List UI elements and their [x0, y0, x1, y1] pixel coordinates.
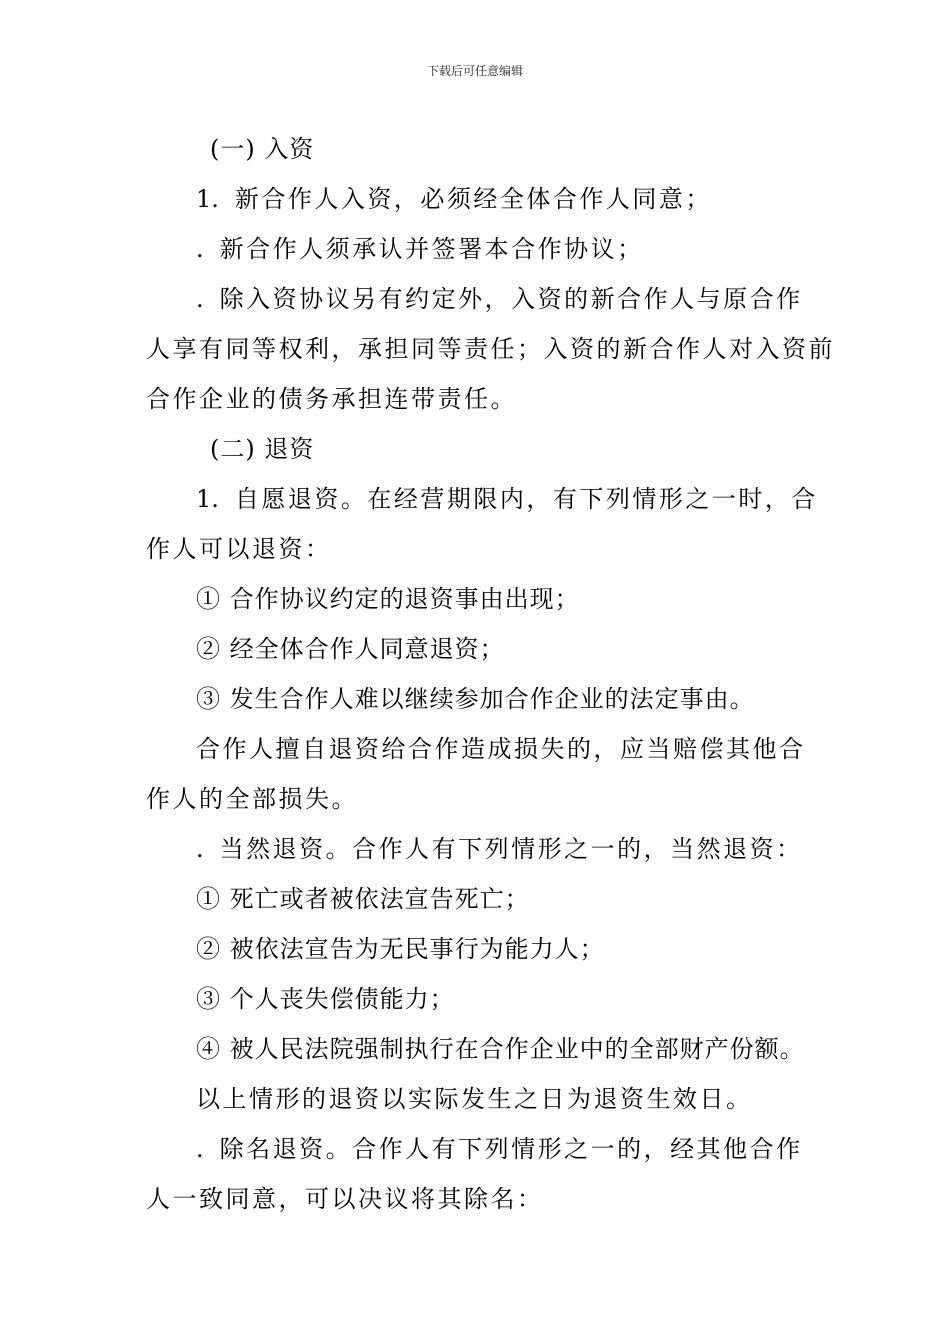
list-item: ③ 发生合作人难以继续参加合作企业的法定事由。 [196, 685, 755, 713]
paragraph-continuation: 人一致同意，可以决议将其除名： [146, 1185, 544, 1213]
item-number: . [196, 835, 204, 863]
paragraph-text: 新合作人须承认并签署本合作协议； [219, 235, 644, 263]
paragraph-text: 当然退资。合作人有下列情形之一的，当然退资： [219, 835, 803, 863]
paragraph-text: 自愿退资。在经营期限内，有下列情形之一时，合 [234, 485, 818, 513]
list-item: ④ 被人民法院强制执行在合作企业中的全部财产份额。 [196, 1035, 805, 1063]
paragraph: 合作人擅自退资给合作造成损失的，应当赔偿其他合 [196, 735, 806, 763]
paragraph-text: 除入资协议另有约定外，入资的新合作人与原合作 [219, 285, 803, 313]
paragraph-text: 新合作人入资，必须经全体合作人同意； [234, 185, 712, 213]
paragraph [146, 824, 808, 874]
paragraph-continuation: 人享有同等权利，承担同等责任；入资的新合作人对入资前 [146, 335, 835, 363]
item-number: . [196, 285, 204, 313]
list-item: ① 死亡或者被依法宣告死亡； [196, 885, 530, 913]
list-item: ① 合作协议约定的退资事由出现； [196, 585, 580, 613]
item-number: 1. [196, 185, 219, 213]
paragraph: 以上情形的退资以实际发生之日为退资生效日。 [196, 1085, 753, 1113]
list-item: ② 被依法宣告为无民事行为能力人； [196, 935, 605, 963]
list-item: ② 经全体合作人同意退资； [196, 635, 505, 663]
page-header: 下载后可任意编辑 [426, 64, 523, 78]
item-number: 1. [196, 485, 219, 513]
list-item: ③ 个人丧失偿债能力； [196, 985, 455, 1013]
paragraph-text: 除名退资。合作人有下列情形之一的，经其他合作 [219, 1135, 803, 1163]
paragraph-continuation: 作人可以退资： [146, 535, 332, 563]
paragraph [146, 274, 808, 324]
paragraph [146, 174, 808, 224]
document-body [146, 124, 835, 1224]
paragraph [146, 224, 808, 274]
item-number: . [196, 235, 204, 263]
section-heading-capital-entry: (一) 入资 [210, 135, 315, 163]
paragraph [146, 1124, 808, 1174]
paragraph-continuation: 合作企业的债务承担连带责任。 [146, 385, 517, 413]
item-number: . [196, 1135, 204, 1163]
section-heading-capital-withdrawal: (二) 退资 [210, 435, 315, 463]
paragraph [146, 474, 818, 524]
paragraph-continuation: 作人的全部损失。 [146, 785, 358, 813]
